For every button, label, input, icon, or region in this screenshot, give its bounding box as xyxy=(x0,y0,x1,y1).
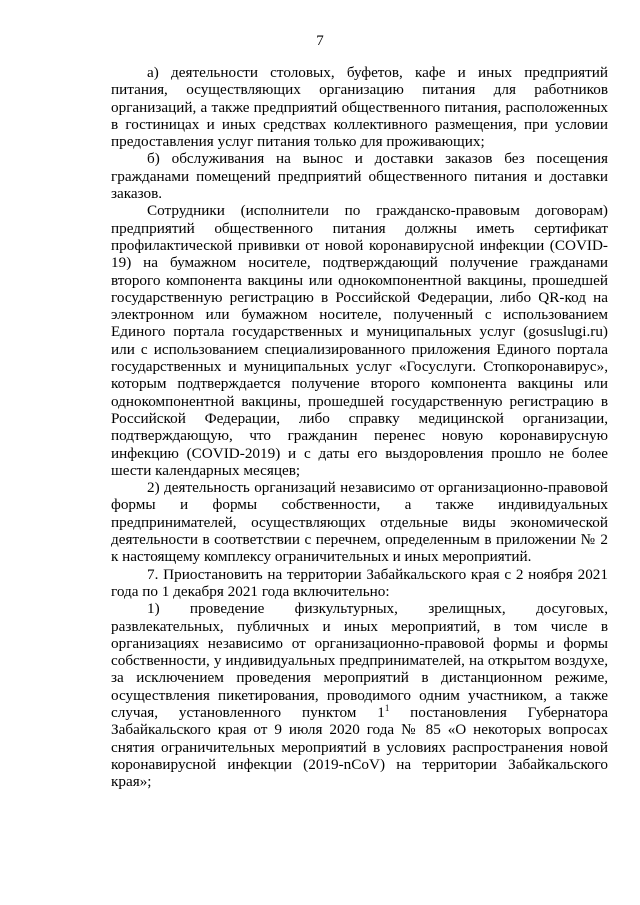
item-1-text-continued: постановления Губернатора Забайкальского края от 9 июля 2020 года № 85 «О некоторых вопросах снятия ограничительных мероприятий в условиях распространения новой коронавирусной инфекции (2019-nCoV) на территории Забайкальского края»; xyxy=(111,703,608,791)
paragraph-item-2: 2) деятельность организаций независимо от организационно-правовой формы и формы собственности, а также индивидуальных предпринимателей, осуществляющих отдельные виды экономической деятельности в соответствии с перечнем, определенным в приложении № 2 к настоящему комплексу ограничительных и иных мероприятий. xyxy=(111,479,608,566)
item-1-text: 1) проведение физкультурных, зрелищных, досуговых, развлекательных, публичных и иных мероприятий, в том числе в организациях независимо от организационно-правовой формы и формы собственности, у индивидуальных предпринимателей, на открытом воздухе, за исключением проведения мероприятий в дистанционном режиме, осуществления пикетирования, проводимого одним участником, а также случая, установленного пунктом 1 xyxy=(111,600,608,721)
document-body xyxy=(111,64,608,790)
paragraph-item-1 xyxy=(111,600,608,790)
paragraph-point-7: 7. Приостановить на территории Забайкальского края с 2 ноября 2021 года по 1 декабря 2021 года включительно: xyxy=(111,565,608,600)
page-number: 7 xyxy=(316,33,324,49)
footnote-superscript: 1 xyxy=(384,702,390,713)
paragraph-item-a: а) деятельности столовых, буфетов, кафе и иных предприятий питания, осуществляющих организацию питания для работников организаций, а также предприятий общественного питания, расположенных в гостиницах и иных средствах коллективного размещения, при условии предоставления услуг питания только для проживающих; xyxy=(111,64,608,151)
paragraph-item-b: б) обслуживания на вынос и доставки заказов без посещения гражданами помещений предприятий общественного питания и доставки заказов. xyxy=(111,150,608,203)
paragraph-employees-certificate: Сотрудники (исполнители по гражданско-правовым договорам) предприятий общественного питания должны иметь сертификат профилактической прививки от новой коронавирусной инфекции (COVID-19) на бумажном носителе, подтверждающий получение гражданами второго компонента вакцины или однокомпонентной вакцины, прошедшей государственную регистрацию в Российской Федерации, либо QR-код на электронном или бумажном носителе, полученный с использованием Единого портала государственных и муниципальных услуг (gosuslugi.ru) или с использованием специализированного приложения Единого портала государственных и муниципальных услуг «Госуслуги. Стопкоронавирус», которым подтверждается получение второго компонента вакцины или однокомпонентной вакцины, прошедшей государственную регистрацию в Российской Федерации, либо справку медицинской организации, подтверждающую, что гражданин перенес новую коронавирусную инфекцию (COVID-2019) и с даты его выздоровления прошло не более шести календарных месяцев; xyxy=(111,202,608,479)
